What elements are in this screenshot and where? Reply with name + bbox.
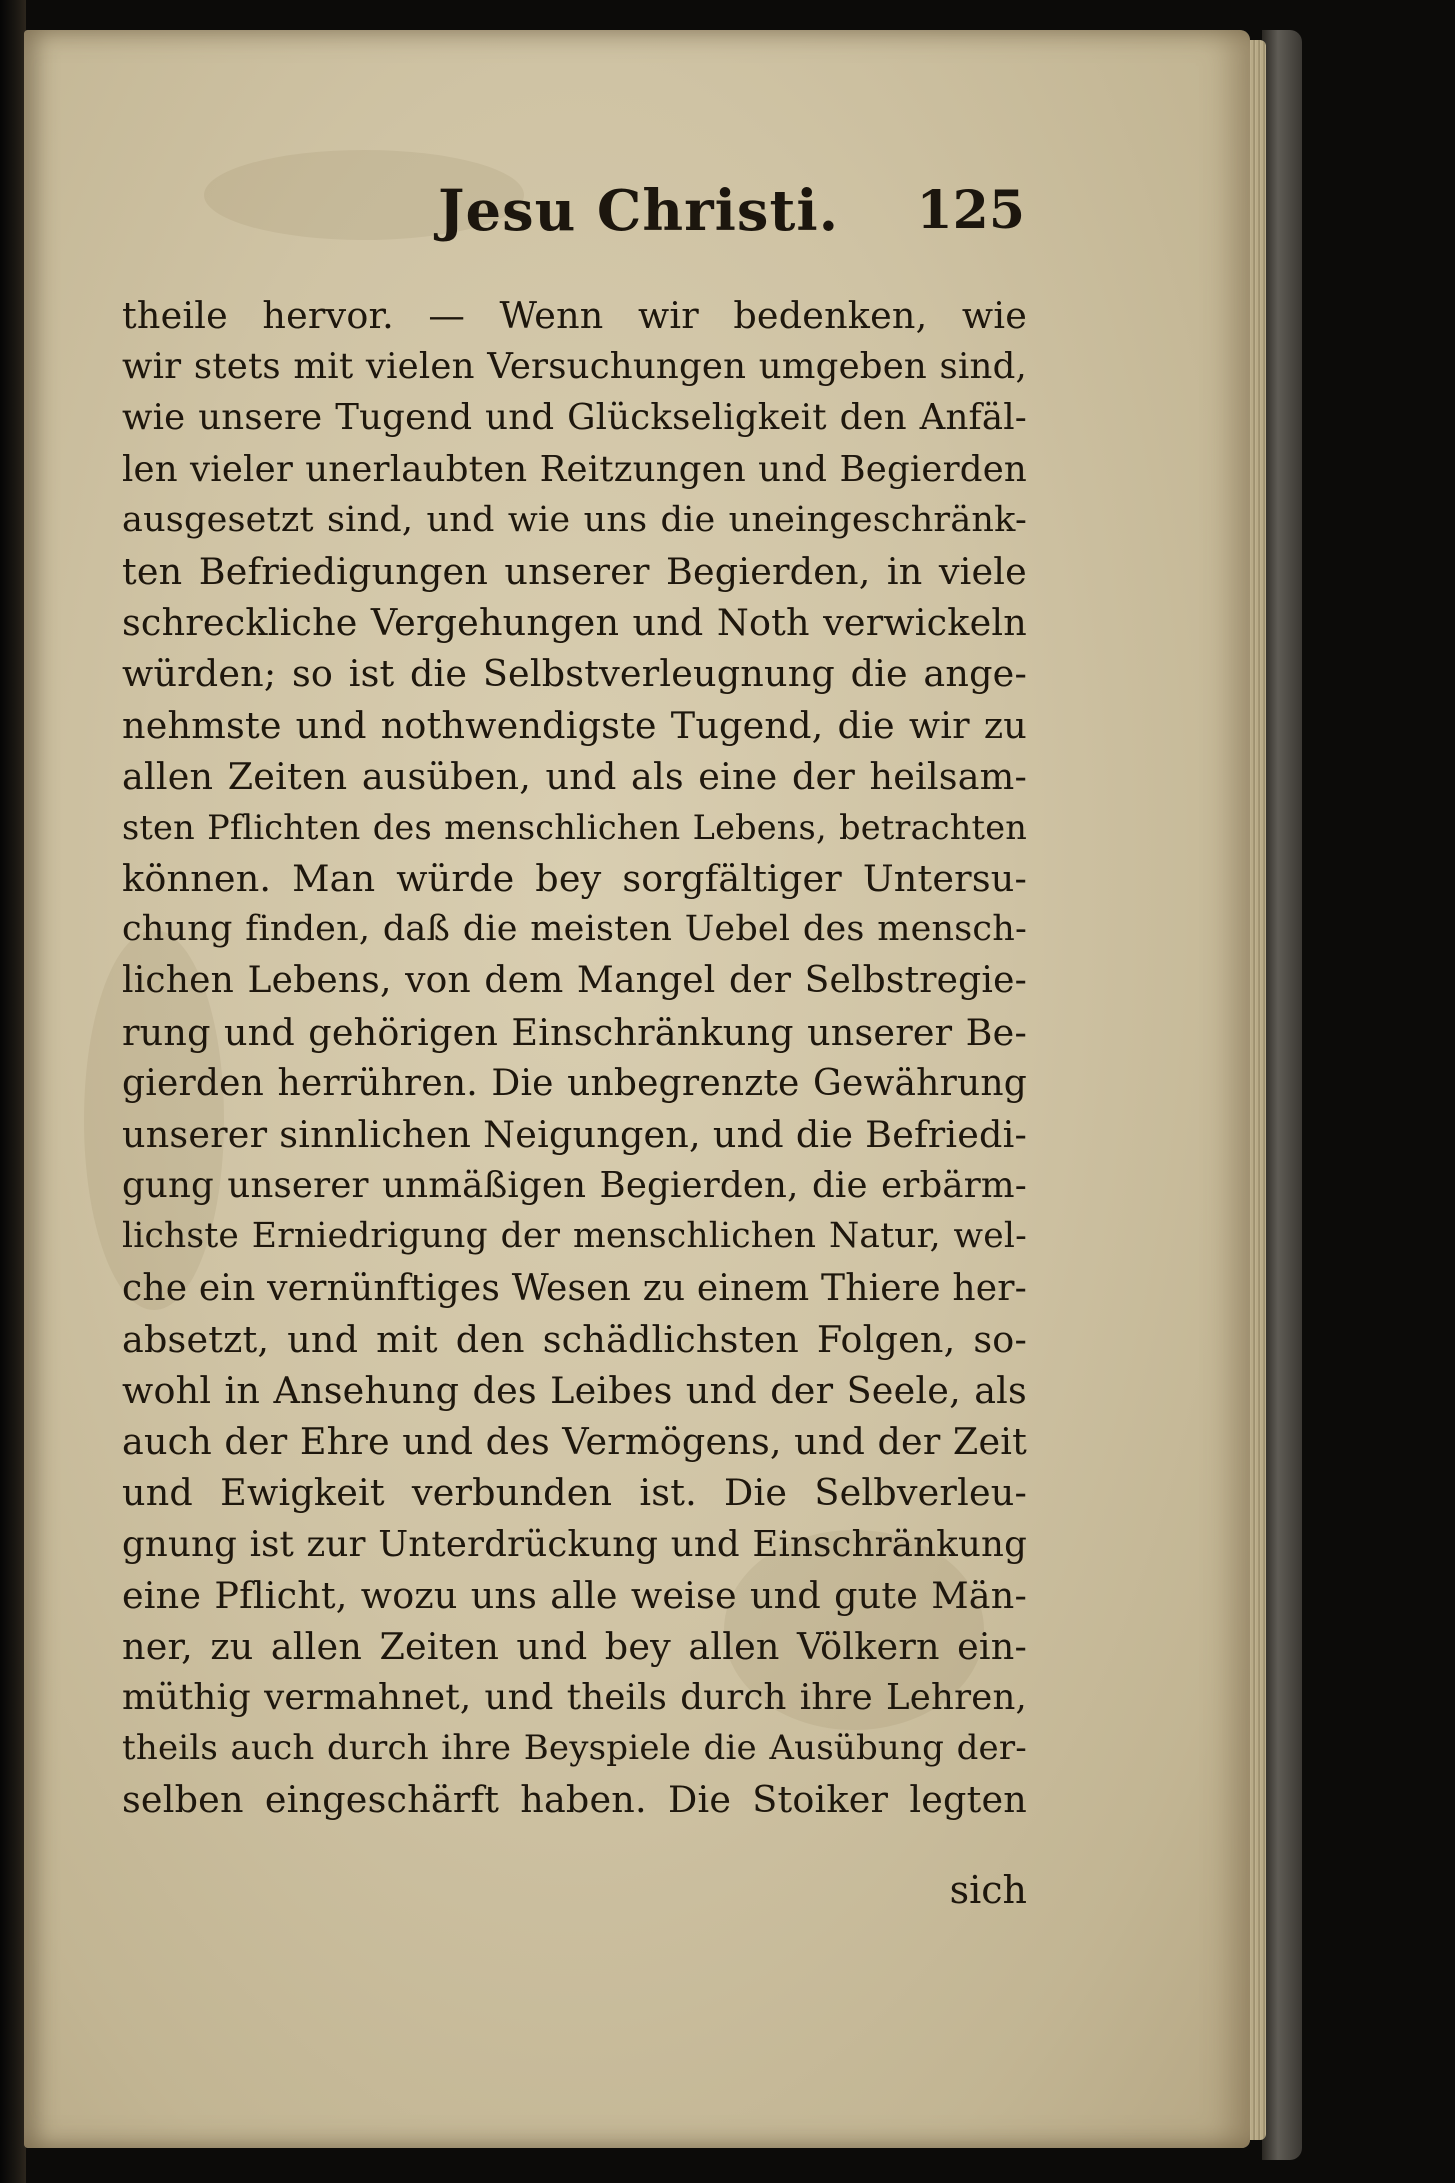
text-line: eine Pflicht, wozu uns alle weise und gute Män- bbox=[122, 1573, 1027, 1617]
binding-edge bbox=[0, 0, 26, 2183]
running-title: Jesu Christi. bbox=[438, 178, 840, 244]
text-line: wie unsere Tugend und Glückseligkeit den Anfäl- bbox=[122, 397, 1027, 439]
text-line: rung und gehörigen Einschränkung unserer Be- bbox=[122, 1010, 1027, 1054]
text-line: lichste Erniedrigung der menschlichen Natur, wel- bbox=[122, 1216, 1027, 1257]
body-text bbox=[122, 290, 1027, 1826]
text-line: ausgesetzt sind, und wie uns die uneingeschränk- bbox=[122, 499, 1027, 540]
text-line: wir stets mit vielen Versuchungen umgeben sind, bbox=[122, 346, 1027, 388]
text-line: gierden herrühren. Die unbegrenzte Gewährung bbox=[122, 1062, 1027, 1104]
text-line: unserer sinnlichen Neigungen, und die Befriedi- bbox=[122, 1113, 1027, 1156]
text-line: ner, zu allen Zeiten und bey allen Völkern ein- bbox=[122, 1624, 1027, 1668]
text-line: ten Befriedigungen unserer Begierden, in viele bbox=[122, 549, 1027, 593]
text-line: allen Zeiten ausüben, und als eine der heilsam- bbox=[122, 754, 1027, 798]
text-line: sten Pflichten des menschlichen Lebens, betrachten bbox=[122, 807, 1027, 847]
text-line: wohl in Ansehung des Leibes und der Seele, als bbox=[122, 1368, 1027, 1412]
text-line: auch der Ehre und des Vermögens, und der Zeit bbox=[122, 1420, 1027, 1464]
text-line: gung unserer unmäßigen Begierden, die erbärm- bbox=[122, 1165, 1027, 1207]
text-line: können. Man würde bey sorgfältiger Untersu- bbox=[122, 857, 1027, 901]
text-line: lichen Lebens, von dem Mangel der Selbstregie- bbox=[122, 960, 1027, 1002]
page-header bbox=[120, 178, 1025, 258]
text-line: selben eingeschärft haben. Die Stoiker legten bbox=[122, 1778, 1027, 1822]
text-line: theile hervor. — Wenn wir bedenken, wie bbox=[122, 294, 1027, 337]
text-line: schreckliche Vergehungen und Noth verwickeln bbox=[122, 601, 1027, 645]
text-line: müthig vermahnet, und theils durch ihre Lehren, bbox=[122, 1677, 1027, 1719]
text-line: gnung ist zur Unterdrückung und Einschränkung bbox=[122, 1523, 1027, 1565]
text-line: würden; so ist die Selbstverleugnung die ange- bbox=[122, 652, 1027, 696]
text-line: und Ewigkeit verbunden ist. Die Selbverleu- bbox=[122, 1471, 1027, 1515]
text-line: absetzt, und mit den schädlichsten Folgen, so- bbox=[122, 1317, 1027, 1361]
catchword: sich bbox=[949, 1868, 1027, 1912]
page-number: 125 bbox=[916, 180, 1025, 241]
text-line: chung finden, daß die meisten Uebel des mensch- bbox=[122, 909, 1027, 950]
book-cover-edge bbox=[1262, 30, 1302, 2160]
text-line: theils auch durch ihre Beyspiele die Ausübung der- bbox=[122, 1728, 1027, 1769]
text-line: nehmste und nothwendigste Tugend, die wir zu bbox=[122, 703, 1027, 747]
text-line: len vieler unerlaubten Reitzungen und Begierden bbox=[122, 448, 1027, 490]
text-line: che ein vernünftiges Wesen zu einem Thiere her- bbox=[122, 1267, 1028, 1309]
